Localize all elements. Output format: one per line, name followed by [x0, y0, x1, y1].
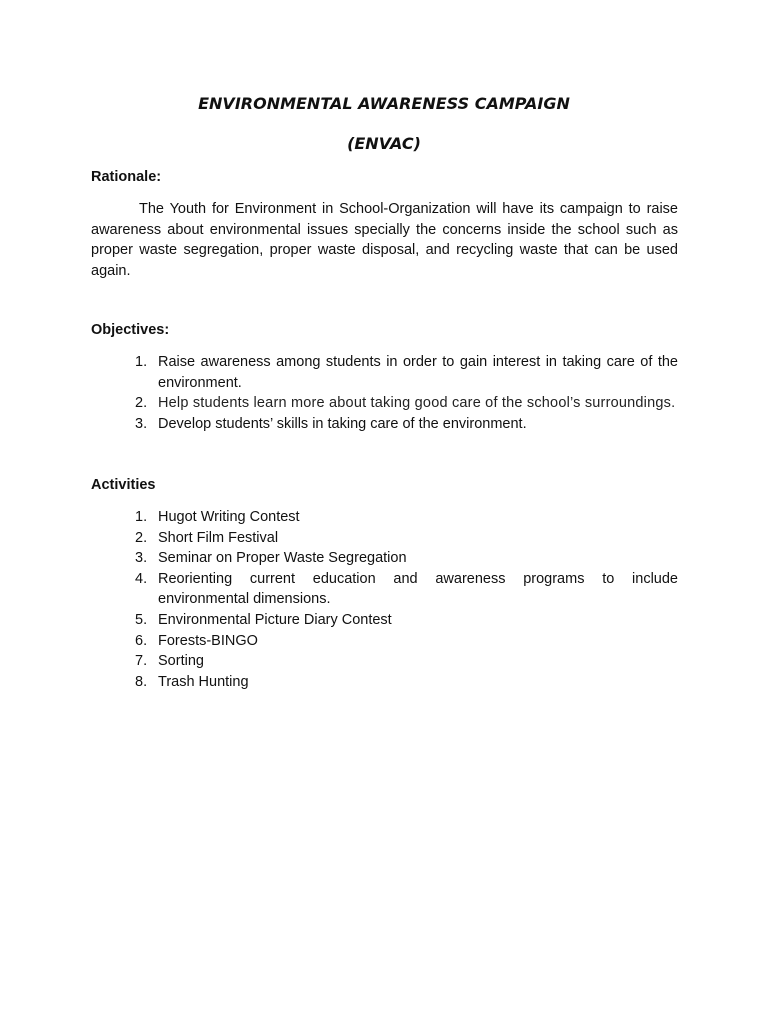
- rationale-paragraph: The Youth for Environment in School-Organization will have its campaign to raise awareness about environmental issues specially the concerns inside the school such as proper waste segregation, proper waste disposal, and recycling waste that can be used again.: [91, 201, 678, 279]
- list-item-number: 4.: [135, 570, 148, 587]
- list-item-text: Short Film Festival: [158, 529, 279, 546]
- list-item: [91, 569, 678, 610]
- document-subtitle: (ENVAC): [347, 134, 421, 153]
- list-item: [91, 507, 678, 528]
- list-item-number: 8.: [135, 673, 148, 690]
- list-item-number: 3.: [135, 550, 148, 567]
- list-item: [91, 393, 678, 414]
- list-item-text: Hugot Writing Contest: [158, 509, 300, 525]
- list-item-number: 2.: [135, 395, 148, 412]
- list-item-text: Raise awareness among students in order to gain interest in taking care of the environment.: [158, 354, 678, 391]
- list-item-text: Forests-BINGO: [158, 632, 258, 649]
- list-item-number: 7.: [135, 653, 148, 670]
- objectives-heading: Objectives:: [91, 322, 170, 338]
- list-item-text: Environmental Picture Diary Contest: [158, 611, 392, 628]
- list-item: [91, 528, 678, 549]
- objectives-list: [91, 352, 678, 434]
- list-item-text: Reorienting current education and awareness programs to include: [158, 570, 678, 587]
- list-item-number: 1.: [135, 354, 148, 370]
- list-item-text: Trash Hunting: [158, 673, 249, 690]
- list-item-number: 3.: [135, 415, 148, 432]
- list-item: [91, 548, 678, 569]
- document-title: ENVIRONMENTAL AWARENESS CAMPAIGN: [198, 94, 570, 113]
- list-item: [91, 414, 678, 435]
- list-item-number: 5.: [135, 611, 148, 628]
- list-item-number: 1.: [135, 509, 148, 525]
- list-item-text: Sorting: [158, 653, 204, 670]
- list-item: [91, 352, 678, 393]
- list-item-number: 2.: [135, 529, 148, 546]
- list-item-text: Develop students’ skills in taking care of the environment.: [158, 415, 527, 432]
- list-item-text: Help students learn more about taking good care of the school’s surroundings.: [158, 395, 676, 412]
- list-item-number: 6.: [135, 632, 148, 649]
- rationale-heading: Rationale:: [91, 169, 162, 185]
- list-item-text: Seminar on Proper Waste Segregation: [158, 550, 407, 567]
- list-item-text-continued: environmental dimensions.: [158, 591, 331, 608]
- activities-list: [91, 507, 678, 692]
- list-item: [91, 672, 678, 693]
- list-item: [91, 610, 678, 631]
- list-item: [91, 631, 678, 652]
- list-item: [91, 651, 678, 672]
- activities-heading: Activities: [91, 477, 156, 493]
